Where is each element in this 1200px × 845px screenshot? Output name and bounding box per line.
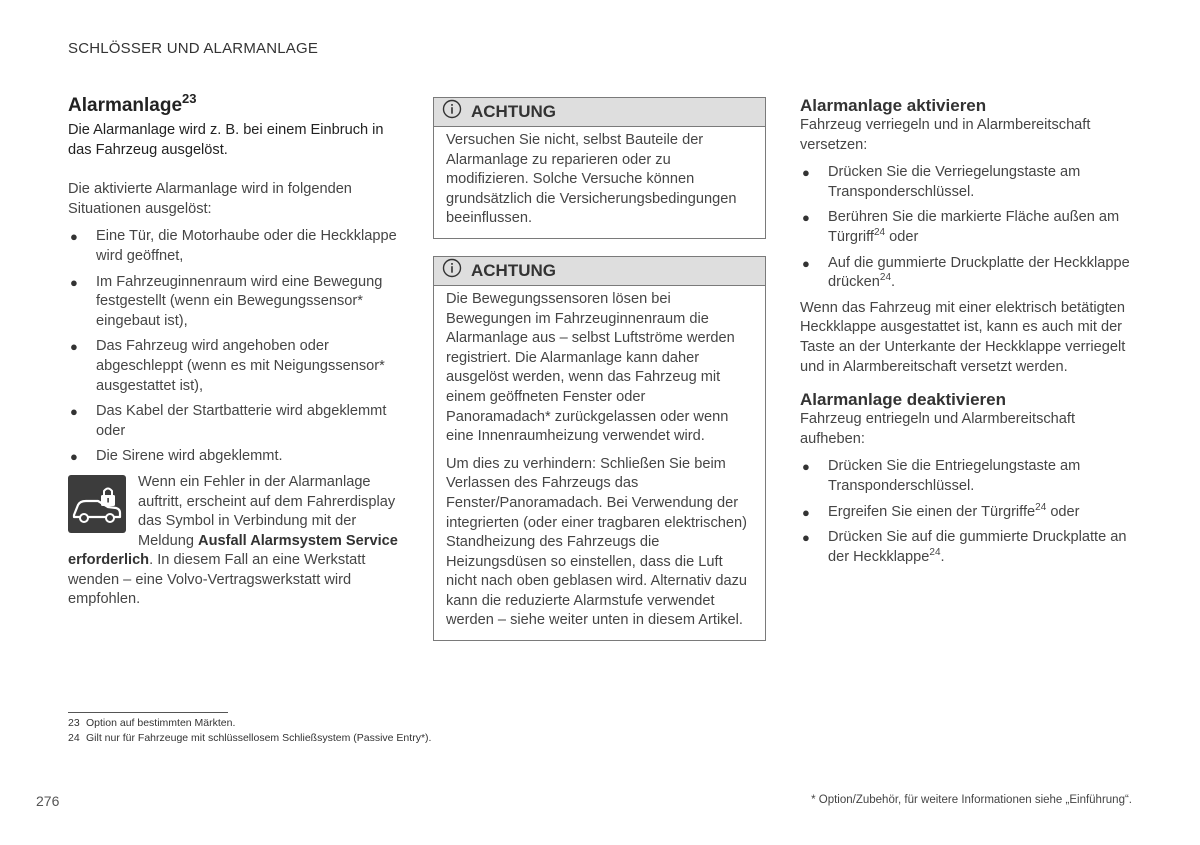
list-item: ● Drücken Sie die Verriegelungstaste am Transponderschlüssel. (802, 164, 1081, 200)
lead-text: Die Alarmanlage wird z. B. bei einem Einbruch in das Fahrzeug ausgelöst. (68, 122, 384, 158)
car-lock-icon (68, 475, 126, 533)
warning-title: ACHTUNG (471, 102, 556, 122)
warning-title: ACHTUNG (471, 261, 556, 281)
bullet-icon: ● (802, 165, 810, 181)
bullet-icon: ● (802, 530, 810, 546)
bullet-icon: ● (70, 339, 78, 355)
footnote-24: 24 Gilt nur für Fahrzeuge mit schlüssellosem Schließsystem (Passive Entry*). (68, 732, 432, 744)
column-alarm-intro (68, 91, 404, 610)
section-title-deactivate: Alarmanlage deaktivieren (800, 390, 1006, 410)
bullet-icon: ● (70, 274, 78, 290)
bullet-icon: ● (70, 449, 78, 465)
bullet-icon: ● (70, 404, 78, 420)
trigger-list (68, 227, 404, 467)
page-header: SCHLÖSSER UND ALARMANLAGE (68, 40, 319, 57)
deactivate-list (800, 457, 1136, 567)
column-activation (800, 95, 1136, 573)
list-item: ● Auf die gummierte Druckplatte der Heckklappe drücken$^{24}$. (802, 254, 1130, 291)
list-item: ● Drücken Sie die Entriegelungstaste am Transponderschlüssel. (802, 458, 1081, 494)
section-title-activate: Alarmanlage aktivieren (800, 96, 987, 115)
activate-intro: Fahrzeug verriegeln und in Alarmbereitschaft versetzen: (800, 117, 1091, 153)
info-circle-icon (442, 258, 462, 285)
fault-message: Ausfall Alarmsystem Service erforderlich (68, 532, 398, 569)
info-circle-icon (442, 99, 462, 126)
list-item: ● Berühren Sie die markierte Fläche außen am Türgriff$^{24}$ oder (802, 209, 1120, 245)
warning-box-1 (433, 97, 766, 239)
column-warnings (433, 97, 766, 658)
warning-header (434, 257, 765, 286)
warning-body: Die Bewegungssensoren lösen bei Bewegungen im Fahrzeuginnenraum die Alarmanlage aus – selbst Luftströme werden registriert. Die Alarmanlage kann daher ausgelöst werden, wenn das Fahrzeug mit einem geöffneten Fenster oder Panoramadach* zurückgelassen oder wenn eine Innenraumheizung verwendet wird. Um dies zu verhindern: Schließen Sie beim Verlassen des Fahrzeugs das Fenster/Panoramadach. Bei Verwendung der integrierten (oder einer tragbaren elektrischen) Standheizung des Fahrzeugs die Heizungsdüsen so einstellen, dass die Luft nicht nach oben geblasen wird. Alternativ dazu kann die reduzierte Alarmstufe verwendet werden – siehe weiter unten in diesem Artikel. (446, 290, 747, 629)
footnote-ref-24: 24 (879, 272, 892, 284)
list-item: ● Eine Tür, die Motorhaube oder die Heckklappe wird geöffnet, (70, 228, 397, 264)
warning-header (434, 98, 765, 127)
fault-note: Wenn ein Fehler in der Alarmanlage auftritt, erscheint auf dem Fahrerdisplay das Symbol in Verbindung mit der Meldung Ausfall Alarmsystem Service erforderlich. In diesem Fall an eine Werkstatt wenden – eine Volvo-Vertragswerkstatt wird empfohlen. (68, 473, 398, 608)
footnote-ref-24: 24 (929, 546, 941, 558)
list-item: ● Die Sirene wird abgeklemmt. (68, 447, 404, 467)
activate-list (800, 163, 1136, 293)
list-item: ● Ergreifen Sie einen der Türgriffe$^{24}$ oder (800, 503, 1136, 523)
footnote-ref-23: 23 (182, 91, 197, 106)
list-item: ● Das Fahrzeug wird angehoben oder abgeschleppt (wenn es mit Neigungssensor* ausgestattet ist), (70, 338, 385, 394)
bullet-icon: ● (802, 504, 810, 520)
bullet-icon: ● (70, 229, 78, 245)
bullet-icon: ● (802, 459, 810, 475)
list-item: ● Drücken Sie auf die gummierte Druckplatte an der Heckklappe$^{24}$. (802, 529, 1127, 565)
list-item: ● Im Fahrzeuginnenraum wird eine Bewegung festgestellt (wenn ein Bewegungssensor* eingebaut ist), (70, 273, 383, 329)
list-item: ● Das Kabel der Startbatterie wird abgeklemmt oder (70, 403, 387, 439)
warning-box-2 (433, 256, 766, 641)
deactivate-intro: Fahrzeug entriegeln und Alarmbereitschaft aufheben: (800, 411, 1076, 447)
bullet-icon: ● (802, 210, 810, 226)
warning-body: Versuchen Sie nicht, selbst Bauteile der Alarmanlage zu reparieren oder zu modifizieren. Solche Versuche können grundsätzlich die Versicherungsbedingungen beeinflussen. (446, 132, 737, 227)
footer-note: * Option/Zubehör, für weitere Informationen siehe „Einführung“. (811, 794, 1132, 806)
footnote-ref-24: 24 (873, 226, 886, 238)
page-number: 276 (36, 793, 60, 809)
activate-paragraph: Wenn das Fahrzeug mit einer elektrisch betätigten Heckklappe ausgestattet ist, kann es auch mit der Taste an der Unterkante der Heckklappe verriegelt und in Alarmbereitschaft versetzt werden. (800, 299, 1126, 375)
footnote-divider (68, 712, 228, 713)
intro-text: Die aktivierte Alarmanlage wird in folgenden Situationen ausgelöst: (68, 181, 352, 217)
section-title-alarmanlage: Alarmanlage$^{23}$ (68, 91, 197, 116)
footnote-ref-24: 24 (1035, 501, 1047, 513)
bullet-icon: ● (802, 255, 810, 271)
footnote-23: 23 Option auf bestimmten Märkten. (68, 717, 236, 729)
